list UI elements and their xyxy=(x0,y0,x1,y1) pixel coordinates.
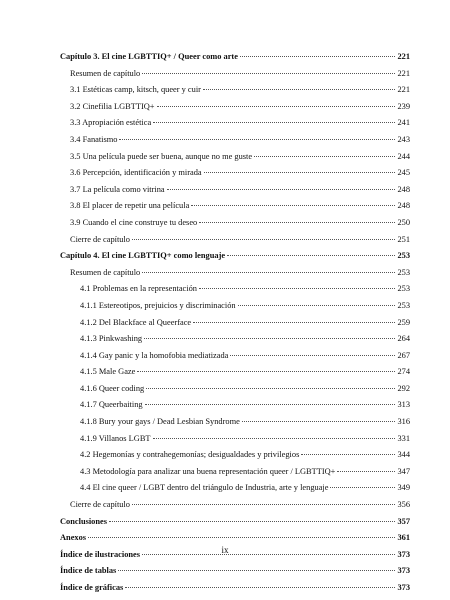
toc-section-entry xyxy=(60,268,410,285)
toc-entry-title: 4.1.9 Villanos LGBT xyxy=(80,433,151,443)
dot-leader xyxy=(203,89,396,90)
toc-entry-page: 316 xyxy=(397,417,410,427)
toc-entry-page: 251 xyxy=(397,234,410,244)
toc-entry-page: 250 xyxy=(397,217,410,227)
toc-entry-title: 4.1.3 Pinkwashing xyxy=(80,334,143,344)
toc-section-entry xyxy=(60,400,410,417)
toc-entry-page: 253 xyxy=(397,251,410,261)
toc-entry-title: 3.3 Apropiación estética xyxy=(70,118,152,128)
dot-leader xyxy=(88,537,395,538)
toc-entry-title: Índice de gráficas xyxy=(60,583,124,592)
toc-entry-title: 4.4 El cine queer / LGBT dentro del triángulo de Industria, arte y lenguaje xyxy=(80,483,329,493)
toc-entry-title: 3.4 Fanatismo xyxy=(70,134,118,144)
toc-entry-title: 4.1.7 Queerbaiting xyxy=(80,400,143,410)
dot-leader xyxy=(137,371,395,372)
toc-entry-page: 373 xyxy=(397,549,410,559)
toc-entry-page: 331 xyxy=(397,433,410,443)
toc-entry-page: 267 xyxy=(397,350,410,360)
toc-section-entry xyxy=(60,201,410,218)
toc-entry-page: 221 xyxy=(397,85,410,95)
toc-entry-page: 253 xyxy=(397,284,410,294)
toc-section-entry xyxy=(60,85,410,102)
toc-entry-page: 253 xyxy=(397,300,410,310)
dot-leader xyxy=(146,388,395,389)
toc-chapter-entry xyxy=(60,517,410,534)
toc-entry-title: 3.1 Estéticas camp, kitsch, queer y cuir xyxy=(70,85,201,95)
toc-entry-page: 274 xyxy=(397,367,410,377)
toc-entry-title: 3.5 Una película puede ser buena, aunque no me guste xyxy=(70,151,253,161)
toc-entry-title: 4.1.8 Bury your gays / Dead Lesbian Syndrome xyxy=(80,417,240,427)
dot-leader xyxy=(230,355,395,356)
toc-entry-page: 292 xyxy=(397,383,410,393)
dot-leader xyxy=(167,189,396,190)
toc-entry-page: 259 xyxy=(397,317,410,327)
toc-section-entry xyxy=(60,318,410,335)
toc-entry-title: 3.2 Cinefilia LGBTTIQ+ xyxy=(70,101,155,111)
dot-leader xyxy=(193,322,395,323)
toc-entry-title: 4.1.1 Estereotipos, prejuicios y discriminación xyxy=(80,300,236,310)
dot-leader xyxy=(254,156,395,157)
toc-entry-page: 243 xyxy=(397,134,410,144)
dot-leader xyxy=(199,288,395,289)
dot-leader xyxy=(157,106,396,107)
toc-entry-page: 361 xyxy=(397,533,410,543)
toc-section-entry xyxy=(60,168,410,185)
toc-entry-title: 3.8 El placer de repetir una película xyxy=(70,201,190,211)
dot-leader xyxy=(119,139,395,140)
dot-leader xyxy=(153,438,396,439)
toc-entry-page: 347 xyxy=(397,466,410,476)
toc-entry-title: 3.7 La película como vitrina xyxy=(70,184,165,194)
toc-section-entry xyxy=(60,384,410,401)
toc-entry-page: 253 xyxy=(397,267,410,277)
toc-entry-title: Índice de ilustraciones xyxy=(60,549,141,559)
dot-leader xyxy=(227,255,395,256)
toc-entry-title: Cierre de capítulo xyxy=(70,234,130,244)
toc-entry-page: 264 xyxy=(397,334,410,344)
table-of-contents xyxy=(60,52,410,600)
toc-entry-title: Cierre de capítulo xyxy=(70,500,130,510)
dot-leader xyxy=(132,239,395,240)
toc-entry-title: 3.9 Cuando el cine construye tu deseo xyxy=(70,217,198,227)
toc-entry-title: Capítulo 4. El cine LGBTTIQ+ como lenguaje xyxy=(60,251,226,261)
toc-entry-page: 239 xyxy=(397,101,410,111)
toc-entry-page: 248 xyxy=(397,184,410,194)
toc-entry-page: 241 xyxy=(397,118,410,128)
toc-section-entry xyxy=(60,118,410,135)
toc-entry-title: Capítulo 3. El cine LGBTTIQ+ / Queer como arte xyxy=(60,52,238,61)
toc-section-entry xyxy=(60,235,410,252)
toc-section-entry xyxy=(60,434,410,451)
toc-entry-title: 4.1.2 Del Blackface al Queerface xyxy=(80,317,192,327)
toc-entry-page: 373 xyxy=(397,583,410,592)
toc-entry-page: 248 xyxy=(397,201,410,211)
toc-section-entry xyxy=(60,284,410,301)
toc-entry-page: 349 xyxy=(397,483,410,493)
dot-leader xyxy=(199,222,395,223)
dot-leader xyxy=(142,73,395,74)
dot-leader xyxy=(242,421,396,422)
dot-leader xyxy=(301,454,395,455)
dot-leader xyxy=(142,272,395,273)
toc-entry-title: 4.1.6 Queer coding xyxy=(80,383,145,393)
toc-entry-page: 245 xyxy=(397,168,410,178)
toc-entry-title: 3.6 Percepción, identificación y mirada xyxy=(70,168,202,178)
toc-section-entry xyxy=(60,102,410,119)
toc-entry-title: Conclusiones xyxy=(60,516,108,526)
toc-section-entry xyxy=(60,467,410,484)
toc-chapter-entry xyxy=(60,583,410,600)
toc-section-entry xyxy=(60,483,410,500)
dot-leader xyxy=(337,471,395,472)
dot-leader xyxy=(125,587,395,588)
dot-leader xyxy=(144,338,395,339)
toc-chapter-entry xyxy=(60,566,410,583)
toc-entry-title: 4.1 Problemas en la representación xyxy=(80,284,197,294)
toc-entry-page: 313 xyxy=(397,400,410,410)
toc-section-entry xyxy=(60,367,410,384)
dot-leader xyxy=(145,404,396,405)
toc-section-entry xyxy=(60,301,410,318)
dot-leader xyxy=(191,205,395,206)
toc-section-entry xyxy=(60,417,410,434)
toc-entry-page: 357 xyxy=(397,516,410,526)
toc-entry-title: 4.2 Hegemonías y contrahegemonías; desigualdades y privilegios xyxy=(80,450,300,460)
toc-entry-title: Resumen de capítulo xyxy=(70,68,141,78)
toc-entry-page: 344 xyxy=(397,450,410,460)
dot-leader xyxy=(153,122,395,123)
toc-entry-page: 221 xyxy=(397,68,410,78)
toc-entry-title: 4.1.5 Male Gaze xyxy=(80,367,136,377)
dot-leader xyxy=(109,521,395,522)
dot-leader xyxy=(204,172,396,173)
toc-entry-title: 4.3 Metodología para analizar una buena representación queer / LGBTTIQ+ xyxy=(80,466,336,476)
dot-leader xyxy=(240,56,396,57)
toc-chapter-entry xyxy=(60,52,410,69)
dot-leader xyxy=(132,504,395,505)
toc-entry-title: 4.1.4 Gay panic y la homofobia mediatizada xyxy=(80,350,229,360)
toc-entry-page: 221 xyxy=(397,52,410,61)
toc-entry-page: 373 xyxy=(397,566,410,576)
dot-leader xyxy=(238,305,396,306)
page-number: ix xyxy=(221,545,229,555)
toc-entry-title: Resumen de capítulo xyxy=(70,267,141,277)
toc-entry-page: 356 xyxy=(397,500,410,510)
toc-section-entry xyxy=(60,450,410,467)
toc-section-entry xyxy=(60,152,410,169)
dot-leader xyxy=(330,487,395,488)
toc-entry-title: Índice de tablas xyxy=(60,566,117,576)
dot-leader xyxy=(118,570,395,571)
toc-section-entry xyxy=(60,334,410,351)
toc-section-entry xyxy=(60,69,410,86)
toc-section-entry xyxy=(60,500,410,517)
toc-section-entry xyxy=(60,135,410,152)
toc-entry-title: Anexos xyxy=(60,533,87,543)
toc-chapter-entry xyxy=(60,251,410,268)
toc-section-entry xyxy=(60,218,410,235)
toc-entry-page: 244 xyxy=(397,151,410,161)
toc-section-entry xyxy=(60,185,410,202)
toc-section-entry xyxy=(60,351,410,368)
